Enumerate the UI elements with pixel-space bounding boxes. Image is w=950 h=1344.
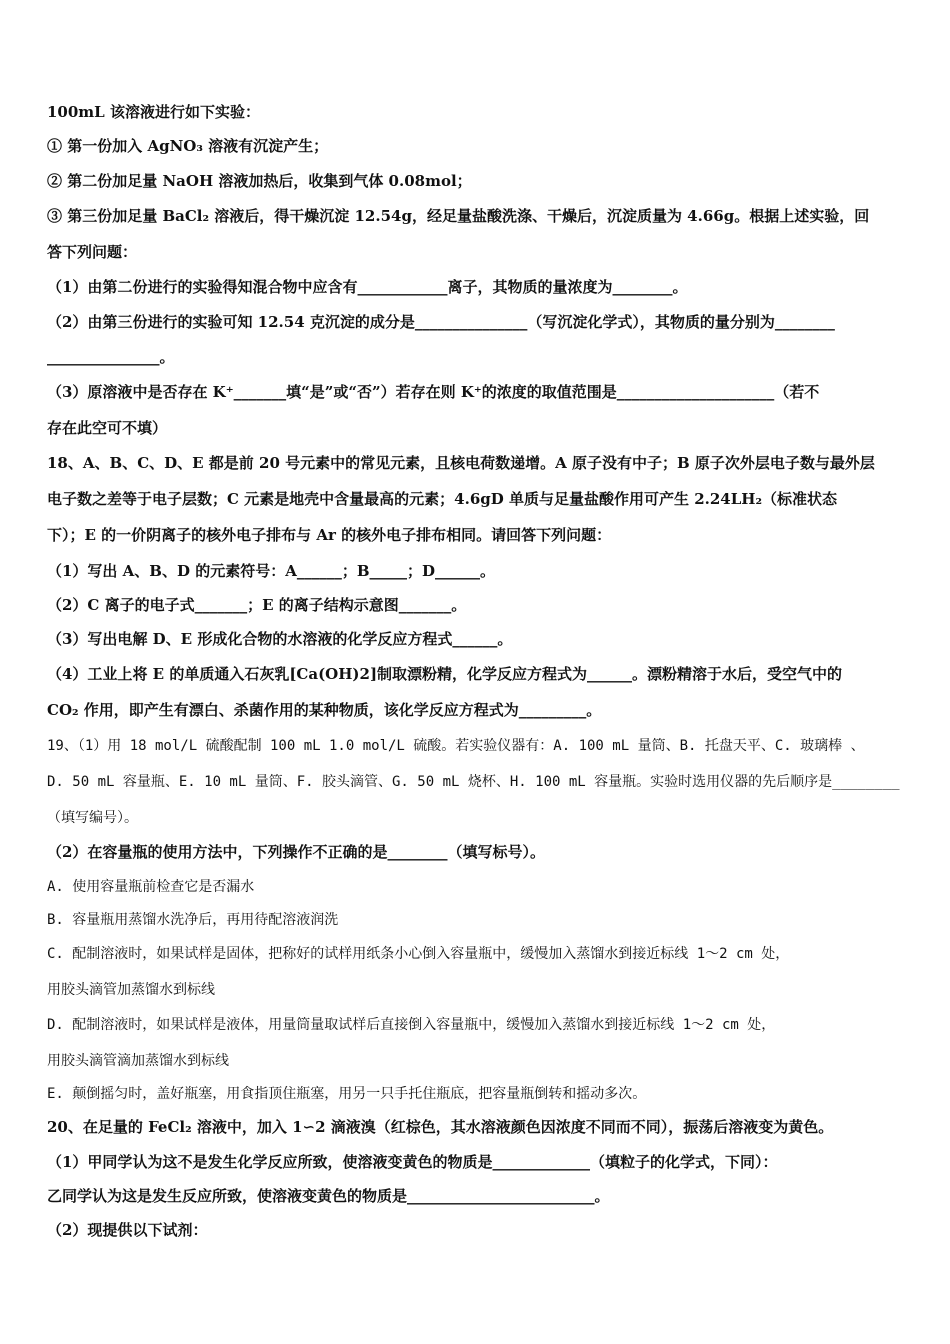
text-line: 下）；E 的一价阴离子的核外电子排布与 Ar 的核外电子排布相同。请回答下列问题： (47, 526, 612, 544)
text-line: 乙同学认为这是发生反应所致，使溶液变黄色的物质是_________________________。 (47, 1187, 610, 1205)
text-line: 18、A、B、C、D、E 都是前 20 号元素中的常见元素，且核电荷数递增。A 原子没有中子；B 原子次外层电子数与最外层 (47, 454, 875, 472)
text-line: 电子数之差等于电子层数；C 元素是地壳中含量最高的元素；4.6gD 单质与足量盐酸作用可产生 2.24LH₂（标准状态 (47, 490, 838, 508)
text-line: （3）写出电解 D、E 形成化合物的水溶液的化学反应方程式______。 (47, 630, 513, 648)
text-line: D. 配制溶液时，如果试样是液体，用量筒量取试样后直接倒入容量瓶中，缓慢加入蒸馏水到接近标线 1～2 cm 处， (47, 1017, 776, 1033)
text-line: B. 容量瓶用蒸馏水洗净后，再用待配溶液润洗 (47, 912, 339, 928)
text-line: ③ 第三份加足量 BaCl₂ 溶液后，得干燥沉淀 12.54g，经足量盐酸洗涤、干燥后，沉淀质量为 4.66g。根据上述实验，回 (47, 207, 870, 225)
text-line: （填写编号）。 (47, 810, 138, 826)
text-line: （1）由第二份进行的实验得知混合物中应含有____________离子，其物质的量浓度为________。 (47, 278, 688, 296)
text-line: _______________。 (47, 348, 175, 366)
text-line: 用胶头滴管加蒸馏水到标线 (47, 982, 215, 998)
text-line: ② 第二份加足量 NaOH 溶液加热后，收集到气体 0.08mol； (47, 172, 472, 190)
text-line: 100mL 该溶液进行如下实验： (47, 103, 260, 121)
text-line: 20、在足量的 FeCl₂ 溶液中，加入 1∽2 滴液溴（红棕色，其水溶液颜色因浓度不同而不同），振荡后溶液变为黄色。 (47, 1118, 834, 1136)
text-line: （2）C 离子的电子式_______；E 的离子结构示意图_______。 (47, 596, 467, 614)
text-line: 答下列问题： (47, 243, 138, 261)
text-line: 19、（1）用 18 mol/L 硫酸配制 100 mL 1.0 mol/L 硫酸。若实验仪器有：A. 100 mL 量筒、B. 托盘天平、C. 玻璃棒 、 (47, 738, 865, 754)
text-line: （2）现提供以下试剂： (47, 1221, 208, 1239)
text-line: （3）原溶液中是否存在 K⁺_______填“是”或“否”）若存在则 K⁺的浓度的取值范围是_____________________（若不 (47, 383, 820, 401)
text-line: （4）工业上将 E 的单质通入石灰乳[Ca(OH)2]制取漂粉精，化学反应方程式为______。漂粉精溶于水后，受空气中的 (47, 665, 843, 683)
text-line: 用胶头滴管滴加蒸馏水到标线 (47, 1053, 229, 1069)
text-line: A. 使用容量瓶前检查它是否漏水 (47, 879, 255, 895)
text-line: E. 颠倒摇匀时，盖好瓶塞，用食指顶住瓶塞，用另一只手托住瓶底，把容量瓶倒转和摇动多次。 (47, 1086, 647, 1102)
text-line: （1）写出 A、B、D 的元素符号：A______；B_____；D______。 (47, 562, 496, 580)
text-line: C. 配制溶液时，如果试样是固体，把称好的试样用纸条小心倒入容量瓶中，缓慢加入蒸馏水到接近标线 1～2 cm 处， (47, 946, 790, 962)
text-line: D. 50 mL 容量瓶、E. 10 mL 量筒、F. 胶头滴管、G. 50 mL 烧杯、H. 100 mL 容量瓶。实验时选用仪器的先后顺序是________ (47, 774, 900, 790)
text-line: ① 第一份加入 AgNO₃ 溶液有沉淀产生； (47, 137, 329, 155)
text-line: （2）在容量瓶的使用方法中，下列操作不正确的是________（填写标号）。 (47, 843, 545, 861)
text-line: 存在此空可不填） (47, 419, 168, 437)
text-line: CO₂ 作用，即产生有漂白、杀菌作用的某种物质，该化学反应方程式为_________。 (47, 701, 602, 719)
text-line: （2）由第三份进行的实验可知 12.54 克沉淀的成分是_______________（写沉淀化学式），其物质的量分别为________ (47, 313, 835, 331)
text-line: （1）甲同学认为这不是发生化学反应所致，使溶液变黄色的物质是_____________（填粒子的化学式，下同）： (47, 1153, 778, 1171)
